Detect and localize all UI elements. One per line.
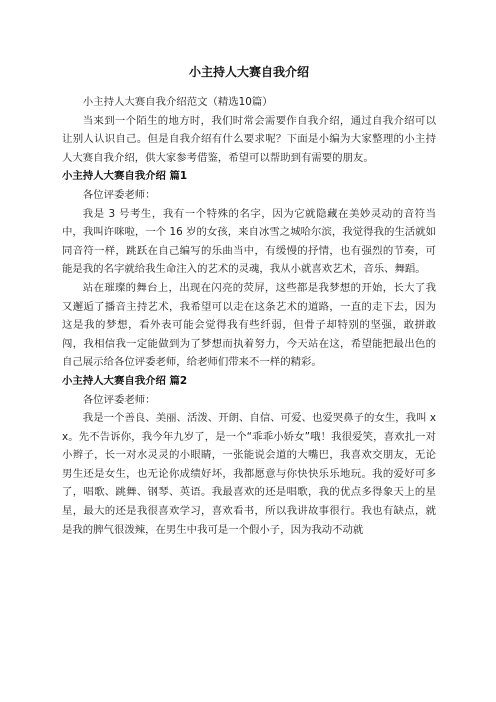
section-2-greeting: 各位评委老师： xyxy=(82,393,156,406)
intro-subtitle: 小主持人大赛自我介绍范文（精选10篇） xyxy=(82,96,273,108)
document-title: 小主持人大赛自我介绍 xyxy=(188,65,309,79)
section-1-paragraph-1: 我是 3 号考生，我有一个特殊的名字，因为它就隐藏在美妙灵动的音符当中，我叫许咪啦，一个 16 岁的女孩，来自冰雪之城哈尔滨，我觉得我的生活就如同音符一样，跳跃在自己编写的乐曲当中，有缓慢的抒情，也有强烈的节奏，可能是我的名字就给我生命注入的艺术的灵魂，我从小就喜欢艺术，音乐、舞蹈。 xyxy=(62,207,436,276)
section-2-paragraph-1: 我是一个善良、美丽、活泼、开朗、自信、可爱、也爱哭鼻子的女生，我叫 xx。先不告诉你，我今年九岁了，是一个“乖乖小娇女”哦！我很爱笑，喜欢扎一对小辫子，长一对水灵灵的小眼睛，一张能说会道的大嘴巴，我喜欢交朋友，无论男生还是女生，也无论你成绩好坏，我都愿意与你快快乐乐地玩。我的爱好可多了，唱歌、跳舞、钢琴、英语。我最喜欢的还是唱歌，我的优点多得象天上的星星，最大的还是我很喜欢学习，喜欢看书，所以我讲故事很行。我也有缺点，就是我的脾气很泼辣，在男生中我可是一个假小子，因为我动不动就 xyxy=(62,412,436,536)
section-1-paragraph-2: 站在璀璨的舞台上，出现在闪亮的荧屏，这些都是我梦想的开始，长大了我又邂逅了播音主持艺术，我希望可以走在这条艺术的道路，一直的走下去，因为这是我的梦想，看外表可能会觉得我有些纤弱，但骨子却特别的坚强，敢拼敢闯，我相信我一定能做到为了梦想而执着努力，今天站在这，希望能把最出色的自己展示给各位评委老师，给老师们带来不一样的精彩。 xyxy=(62,281,436,369)
intro-paragraph: 当来到一个陌生的地方时，我们时常会需要作自我介绍，通过自我介绍可以让别人认识自己。但是自我介绍有什么要求呢？下面是小编为大家整理的小主持人大赛自我介绍，供大家参考借鉴，希望可以帮助到有需要的朋友。 xyxy=(62,114,436,164)
section-heading-2: 小主持人大赛自我介绍 篇2 xyxy=(62,374,188,387)
section-heading-1: 小主持人大赛自我介绍 篇1 xyxy=(62,170,188,183)
section-1-greeting: 各位评委老师： xyxy=(82,188,156,201)
